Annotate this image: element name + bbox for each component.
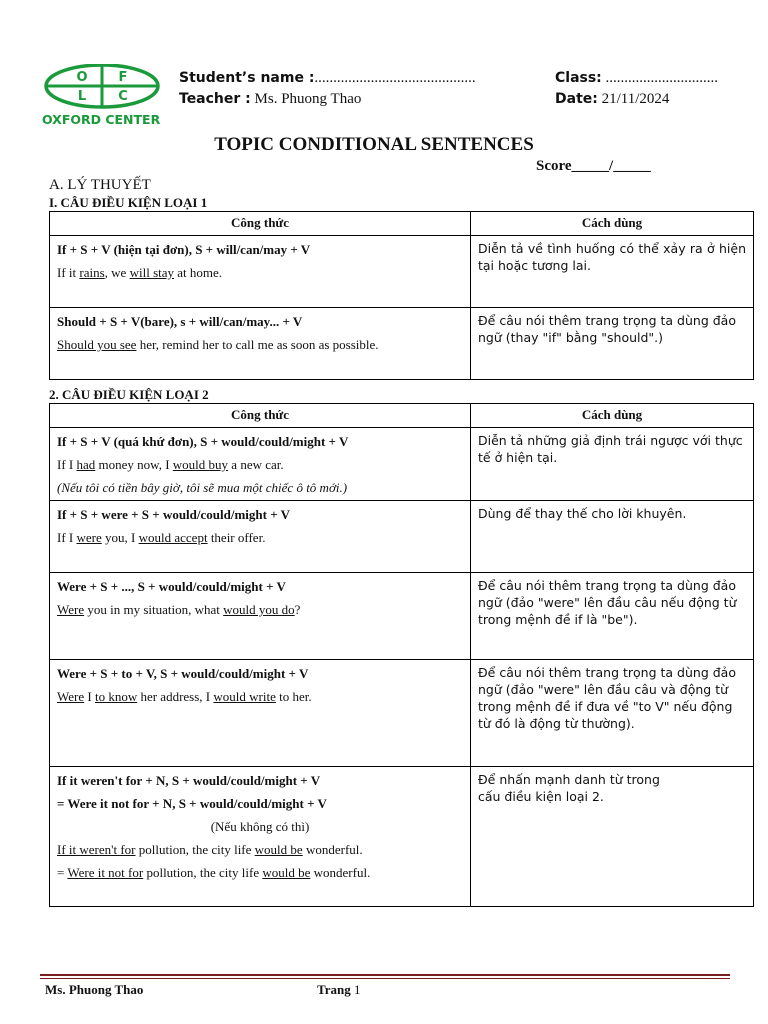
formula-text: If + S + V (quá khứ đơn), S + would/could/might + V [57, 434, 349, 449]
class-blank: .............................. [601, 70, 719, 86]
usage-text: Để câu nói thêm trang trọng ta dùng đảo ngữ (đảo "were" lên đầu câu nếu động từ trong mệnh đề if là "be"). [478, 578, 737, 627]
logo-letter-l: L [77, 89, 87, 104]
section-1-heading: I. CÂU ĐIỀU KIỆN LOẠI 1 [49, 195, 208, 210]
example-sentence: Were you in my situation, what would you do? [57, 602, 301, 617]
formula-text: If it weren't for + N, S + would/could/might + V [57, 773, 321, 788]
usage-text: Để câu nói thêm trang trọng ta dùng đảo ngữ (thay "if" bằng "should".) [478, 313, 736, 345]
footer-page [317, 982, 360, 998]
table-row [50, 573, 754, 660]
formula-text: Were + S + to + V, S + would/could/might + V [57, 666, 309, 681]
formula-text-alt: = Were it not for + N, S + would/could/might + V [57, 796, 327, 811]
column-header-formula: Công thức [50, 404, 471, 428]
usage-text: Diễn tả về tình huống có thể xảy ra ở hiện tại hoặc tương lai. [478, 241, 746, 273]
column-header-usage: Cách dùng [471, 404, 754, 428]
class-label: Class: [555, 70, 602, 86]
meaning-note: (Nếu không có thì) [210, 819, 310, 834]
date-value: 21/11/2024 [597, 91, 670, 107]
formula-text: If + S + were + S + would/could/might + V [57, 507, 291, 522]
logo-letter-f: F [118, 70, 128, 85]
example-sentence: If it weren't for pollution, the city life would be wonderful. [57, 842, 363, 857]
section-2-heading: 2. CÂU ĐIỀU KIỆN LOẠI 2 [49, 387, 209, 402]
example-sentence: If I had money now, I would buy a new car. [57, 457, 284, 472]
example-sentence: If I were you, I would accept their offer. [57, 530, 266, 545]
translation-note: (Nếu tôi có tiền bây giờ, tôi sẽ mua một chiếc ô tô mới.) [57, 480, 348, 495]
footer-page-label: Trang [317, 982, 351, 997]
score-field: Score_____/_____ [536, 158, 651, 174]
table-row [50, 501, 754, 573]
footer-teacher: Ms. Phuong Thao [45, 982, 144, 997]
table-row [50, 767, 754, 907]
section-a-heading: A. LÝ THUYẾT [49, 177, 151, 193]
table-row [50, 428, 754, 501]
oxford-center-logo [42, 64, 176, 128]
usage-text-cont: cấu điều kiện loại 2. [478, 789, 604, 804]
teacher-field [179, 91, 361, 108]
logo-brand-text: OXFORD CENTER [42, 112, 161, 127]
type2-table [49, 403, 754, 907]
student-name-field [179, 70, 476, 87]
usage-text: Dùng để thay thế cho lời khuyên. [478, 506, 687, 521]
date-label: Date: [555, 91, 598, 107]
page-title: TOPIC CONDITIONAL SENTENCES [214, 134, 534, 155]
example-sentence: Should you see her, remind her to call me as soon as possible. [57, 337, 379, 352]
formula-text: Should + S + V(bare), s + will/can/may... + V [57, 314, 303, 329]
teacher-value: Ms. Phuong Thao [250, 91, 362, 107]
footer-rule-thin [40, 978, 730, 979]
usage-text: Để câu nói thêm trang trọng ta dùng đảo ngữ (đảo "were" lên đầu câu và động từ trong mệnh đề if đưa về "to V" nếu động từ đó là động từ thường). [478, 665, 736, 731]
class-field [555, 70, 718, 87]
formula-text: Were + S + ..., S + would/could/might + V [57, 579, 286, 594]
student-name-label: Student’s name : [179, 70, 315, 86]
column-header-usage: Cách dùng [471, 212, 754, 236]
formula-text: If + S + V (hiện tại đơn), S + will/can/may + V [57, 242, 311, 257]
type1-table [49, 211, 754, 380]
usage-text: Để nhấn mạnh danh từ trong [478, 772, 660, 787]
teacher-label: Teacher : [179, 91, 251, 107]
logo-letter-o: O [76, 70, 88, 85]
table-row [50, 308, 754, 380]
logo-letter-c: C [118, 89, 128, 104]
footer-rule [40, 974, 730, 976]
table-row [50, 660, 754, 767]
example-sentence-alt: = Were it not for pollution, the city life would be wonderful. [57, 865, 371, 880]
example-sentence: If it rains, we will stay at home. [57, 265, 223, 280]
table-row [50, 236, 754, 308]
example-sentence: Were I to know her address, I would write to her. [57, 689, 312, 704]
student-name-blank: ........................................... [314, 70, 476, 86]
usage-text: Diễn tả những giả định trái ngược với thực tế ở hiện tại. [478, 433, 743, 465]
footer-page-number: 1 [350, 982, 361, 997]
column-header-formula: Công thức [50, 212, 471, 236]
date-field [555, 91, 669, 108]
